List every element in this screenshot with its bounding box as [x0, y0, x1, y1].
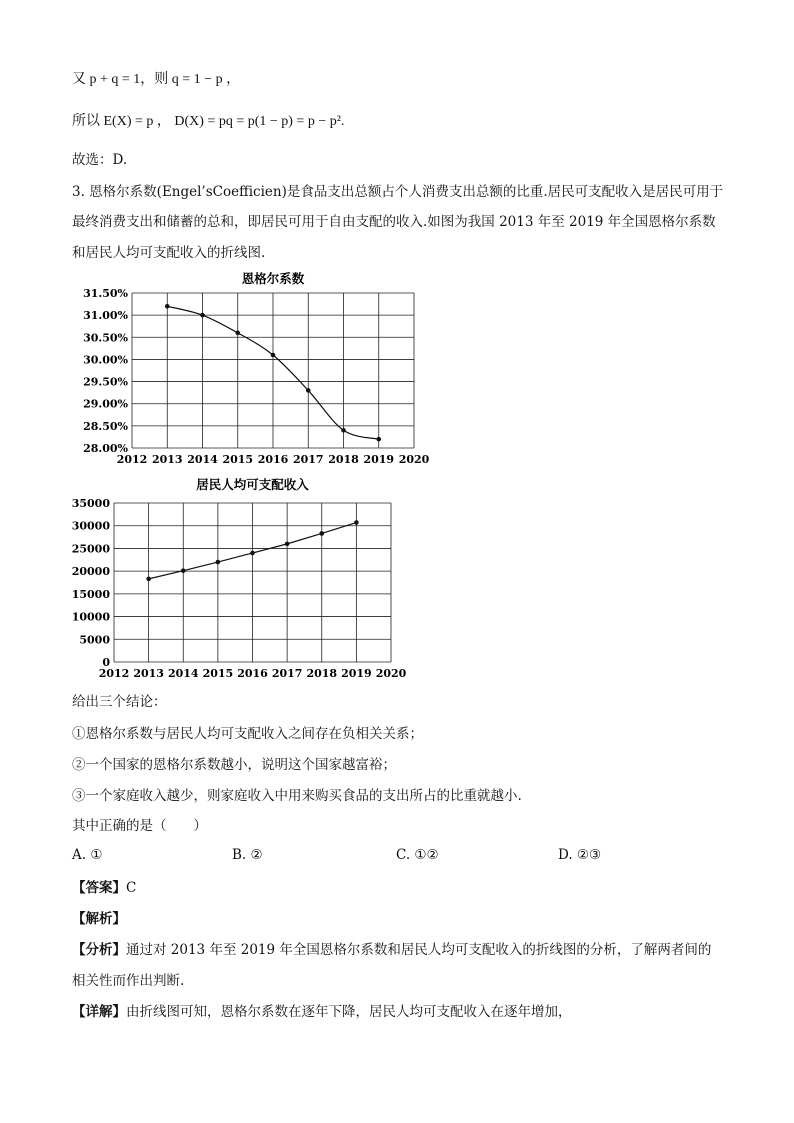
detail-label: 【详解】 [72, 1004, 126, 1020]
y-tick-label: 35000 [71, 497, 110, 510]
data-point [341, 428, 346, 433]
question-3-line-3: 和居民人均可支配收入的折线图. [72, 245, 266, 261]
chart-title: 恩格尔系数 [241, 271, 305, 286]
conclusion-3: ③一个家庭收入越少，则家庭收入中用来购买食品的支出所占的比重就越小. [72, 788, 522, 804]
x-tick-label: 2016 [257, 453, 289, 466]
y-tick-label: 31.00% [83, 309, 128, 323]
x-tick-label: 2017 [292, 453, 324, 466]
detail-text: 由折线图可知，恩格尔系数在逐年下降，居民人均可支配收入在逐年增加， [126, 1004, 572, 1020]
question-3-line-2: 最终消费支出和储蓄的总和，即居民可用于自由支配的收入.如图为我国 2013 年至 2019 年全国恩格尔系数 [72, 214, 716, 230]
conclusions-intro: 给出三个结论： [72, 694, 167, 710]
data-point [285, 542, 290, 547]
y-tick-label: 30000 [71, 519, 110, 533]
x-tick-label: 2016 [237, 667, 268, 680]
x-tick-label: 2014 [167, 667, 199, 680]
analysis-tag: 【解析】 [72, 911, 126, 927]
x-tick-label: 2019 [363, 453, 395, 466]
analysis-line-1 [72, 940, 711, 960]
conclusion-1: ①恩格尔系数与居民人均可支配收入之间存在负相关关系； [72, 726, 423, 742]
answer-tag: 【答案】 [72, 880, 126, 896]
option-c: C. ①② [396, 847, 439, 863]
question-ask: 其中正确的是（ ） [72, 818, 207, 834]
data-point [319, 531, 324, 536]
x-tick-label: 2018 [328, 453, 359, 466]
x-tick-label: 2013 [133, 667, 164, 680]
y-tick-label: 15000 [71, 587, 110, 601]
x-tick-label: 2014 [187, 453, 218, 466]
analysis-label: 【分析】 [72, 942, 126, 958]
y-tick-label: 25000 [71, 542, 110, 556]
data-point [376, 437, 381, 442]
x-tick-label: 2012 [116, 453, 148, 466]
y-tick-label: 29.00% [83, 397, 128, 411]
y-tick-label: 5000 [79, 633, 110, 647]
x-tick-label: 2013 [151, 453, 183, 466]
x-tick-label: 2017 [271, 667, 303, 680]
engel-coefficient-chart [60, 270, 440, 475]
answer-line [72, 878, 136, 898]
disposable-income-chart [60, 474, 440, 684]
y-tick-label: 0 [102, 656, 110, 669]
text-line-expectation-variance: 所以 E(X) = p ， D(X) = pq = p(1 − p) = p − p². [72, 114, 345, 129]
conclusion-2: ②一个国家的恩格尔系数越小，说明这个国家越富裕； [72, 757, 396, 773]
option-b: B. ② [232, 847, 263, 863]
x-tick-label: 2015 [202, 667, 234, 680]
analysis-text-1: 通过对 2013 年至 2019 年全国恩格尔系数和居民人均可支配收入的折线图的分析，了解两者间的 [126, 942, 712, 958]
y-tick-label: 28.50% [83, 419, 128, 433]
data-point [146, 577, 151, 582]
chart-title: 居民人均可支配收入 [196, 477, 309, 492]
option-a: A. ① [72, 847, 103, 863]
detail-line [72, 1002, 572, 1022]
data-point [235, 331, 240, 336]
option-d: D. ②③ [558, 847, 602, 863]
data-point [200, 313, 205, 318]
analysis-line-2: 相关性而作出判断. [72, 973, 185, 989]
x-tick-label: 2020 [398, 453, 430, 466]
data-point [306, 388, 311, 393]
y-tick-label: 30.50% [83, 331, 128, 345]
y-tick-label: 10000 [71, 610, 110, 624]
x-tick-label: 2020 [375, 667, 407, 680]
question-3-line-1: 3. 恩格尔系数(Engel’sCoefficien)是食品支出总额占个人消费支出总额的比重.居民可支配收入是居民可用于 [72, 184, 724, 200]
x-tick-label: 2015 [222, 453, 254, 466]
y-tick-label: 20000 [71, 565, 110, 579]
y-tick-label: 28.00% [83, 442, 128, 455]
text-line-p-plus-q: 又 p + q = 1，则 q = 1 − p ， [72, 72, 241, 87]
data-point [271, 353, 276, 358]
y-tick-label: 29.50% [83, 375, 128, 389]
answer-value: C [126, 880, 137, 896]
data-point [354, 520, 359, 525]
data-point [165, 304, 170, 309]
y-tick-label: 30.00% [83, 353, 128, 367]
text-line-choose-d: 故选：D. [72, 152, 128, 168]
x-tick-label: 2018 [306, 667, 338, 680]
data-point [181, 568, 186, 573]
x-tick-label: 2012 [98, 667, 130, 680]
y-tick-label: 31.50% [83, 287, 128, 300]
data-point [216, 560, 221, 565]
x-tick-label: 2019 [341, 667, 372, 680]
data-point [250, 551, 255, 556]
